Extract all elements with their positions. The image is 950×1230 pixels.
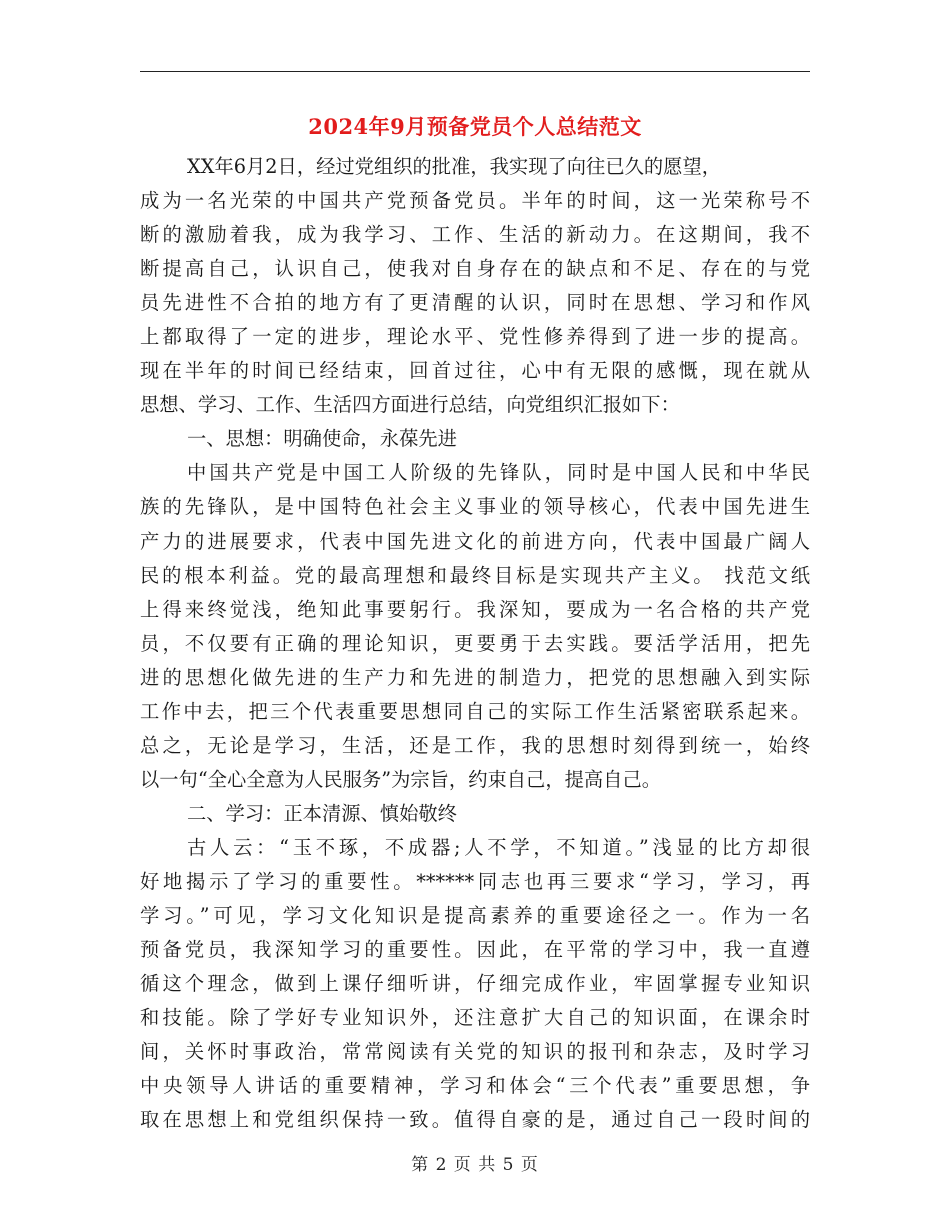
text-line: 断提高自己，认识自己，使我对自身存在的缺点和不足、存在的与党	[140, 257, 810, 281]
text-line: 古人云：“玉不琢，不成器;人不学，不知道。”浅显的比方却很	[187, 835, 810, 859]
text-line: 民的根本利益。党的最高理想和最终目标是实现共产主义。 找范文纸	[140, 563, 810, 587]
text-line: 成为一名光荣的中国共产党预备党员。半年的时间，这一光荣称号不	[140, 189, 810, 213]
text-line: 思想、学习、工作、生活四方面进行总结，向党组织汇报如下：	[140, 393, 680, 417]
text-line: 间，关怀时事政治，常常阅读有关党的知识的报刊和杂志，及时学习	[140, 1040, 810, 1064]
text-line: 产力的进展要求，代表中国先进文化的前进方向，代表中国最广阔人	[140, 529, 810, 553]
text-line: 以一句“全心全意为人民服务”为宗旨，约束自己，提高自己。	[140, 767, 662, 791]
text-line: 好地揭示了学习的重要性。******同志也再三要求“学习，学习，再	[140, 869, 810, 893]
text-line: 族的先锋队，是中国特色社会主义事业的领导核心，代表中国先进生	[140, 495, 810, 519]
text-line: 进的思想化做先进的生产力和先进的制造力，把党的思想融入到实际	[140, 665, 810, 689]
document-title: 2024年9月预备党员个人总结范文	[308, 114, 642, 139]
page-number-footer: 第 2 页 共 5 页	[411, 1155, 539, 1175]
text-line: 上都取得了一定的进步，理论水平、党性修养得到了进一步的提高。	[140, 325, 810, 349]
section-heading: 一、思想：明确使命，永葆先进	[187, 427, 457, 451]
text-line: 学习。”可见，学习文化知识是提高素养的重要途径之一。作为一名	[140, 904, 810, 928]
text-line: 循这个理念，做到上课仔细听讲，仔细完成作业，牢固掌握专业知识	[140, 972, 810, 996]
text-line: 中国共产党是中国工人阶级的先锋队，同时是中国人民和中华民	[187, 461, 810, 485]
text-line: 员，不仅要有正确的理论知识，更要勇于去实践。要活学活用，把先	[140, 631, 810, 655]
text-line: 和技能。除了学好专业知识外，还注意扩大自己的知识面，在课余时	[140, 1006, 810, 1030]
text-line: 取在思想上和党组织保持一致。值得自豪的是，通过自己一段时间的	[140, 1108, 810, 1132]
text-line: 上得来终觉浅，绝知此事要躬行。我深知，要成为一名合格的共产党	[140, 597, 810, 621]
header-rule	[140, 71, 810, 72]
text-line: 现在半年的时间已经结束，回首过往，心中有无限的感慨，现在就从	[140, 359, 810, 383]
text-line: 断的激励着我，成为我学习、工作、生活的新动力。在这期间，我不	[140, 223, 810, 247]
text-line: 总之，无论是学习，生活，还是工作，我的思想时刻得到统一，始终	[140, 733, 810, 757]
section-heading: 二、学习：正本清源、慎始敬终	[187, 801, 457, 825]
text-line: 中央领导人讲话的重要精神，学习和体会“三个代表”重要思想，争	[140, 1074, 810, 1098]
text-line: XX年6月2日，经过党组织的批准，我实现了向往已久的愿望，	[187, 155, 722, 178]
text-line: 员先进性不合拍的地方有了更清醒的认识，同时在思想、学习和作风	[140, 291, 810, 315]
text-line: 预备党员，我深知学习的重要性。因此，在平常的学习中，我一直遵	[140, 938, 810, 962]
document-body	[140, 150, 810, 1137]
text-line: 工作中去，把三个代表重要思想同自己的实际工作生活紧密联系起来。	[140, 699, 810, 723]
